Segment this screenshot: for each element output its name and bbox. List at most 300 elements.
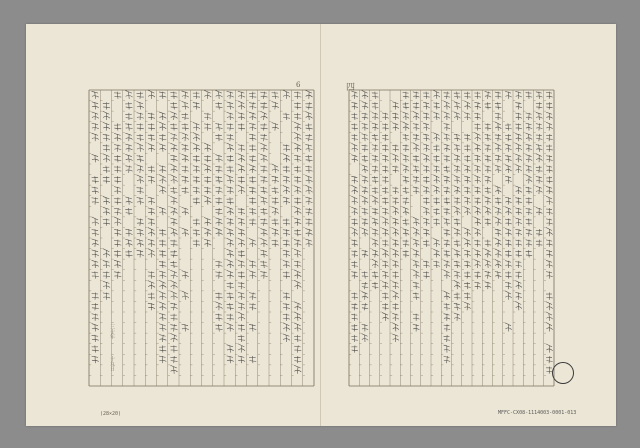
handwritten-character [495,260,502,268]
handwritten-character [536,229,543,236]
handwritten-character [423,134,430,141]
handwritten-character [215,155,222,163]
handwritten-character [413,155,420,162]
handwritten-character [362,90,369,98]
handwritten-character [464,165,471,173]
handwritten-character [372,113,379,120]
handwritten-character [170,196,177,204]
handwritten-character [148,219,155,226]
handwritten-character [193,143,200,151]
handwritten-character [392,197,399,204]
handwritten-character [215,324,222,331]
handwritten-character [170,187,177,194]
archive-id: MFFC-CX08-1114003-0001-013 [498,410,577,416]
handwritten-character [444,270,451,279]
handwritten-character [485,219,492,226]
handwritten-character [362,196,369,205]
handwritten-character [413,270,420,279]
handwritten-character [413,134,420,141]
handwritten-character [227,197,234,204]
handwritten-character [546,356,553,363]
handwritten-character [159,185,166,194]
handwritten-character [137,197,144,204]
handwritten-character [464,228,471,236]
handwritten-character [474,175,481,183]
handwritten-character [305,102,312,109]
handwritten-character [546,293,553,300]
handwritten-character [444,250,451,257]
handwritten-character [215,102,222,109]
handwritten-character [433,102,440,109]
handwritten-character [260,92,267,99]
handwritten-character [182,324,189,331]
handwritten-character [238,292,245,299]
handwritten-character [351,335,358,342]
handwritten-character [227,238,234,247]
handwritten-character [444,112,451,120]
handwritten-character [526,133,533,141]
handwritten-character [182,154,189,162]
handwritten-character [204,155,211,162]
handwritten-character [515,229,522,236]
handwritten-character [505,228,512,236]
handwritten-character [272,207,279,215]
handwritten-character [125,123,132,130]
handwritten-character [444,303,451,310]
handwritten-character [148,271,155,278]
handwritten-character [238,164,245,173]
handwritten-character [495,122,502,131]
handwritten-character [474,102,481,109]
handwritten-character [103,219,110,226]
handwritten-character [294,365,301,373]
handwritten-character [464,176,471,183]
handwritten-character [392,249,399,257]
handwritten-character [403,219,410,226]
handwritten-character [238,218,245,226]
handwritten-character [526,123,533,130]
handwritten-character [546,166,553,173]
handwritten-character [125,113,132,120]
handwritten-character [260,238,267,247]
handwritten-character [423,154,430,162]
handwritten-character [392,166,399,173]
handwritten-character [125,250,132,257]
handwritten-character [495,165,502,173]
handwritten-character [464,197,471,204]
handwritten-character [454,303,461,310]
handwritten-character [444,176,451,183]
handwritten-character [249,271,256,279]
handwritten-character [546,186,553,194]
handwritten-character [294,143,301,152]
handwritten-character [423,218,430,226]
handwritten-character [351,250,358,257]
handwritten-character [515,240,522,247]
page-number: 6 [296,81,301,89]
handwritten-character [546,196,553,204]
handwritten-character [182,176,189,183]
handwritten-character [193,155,200,162]
handwritten-character [137,134,144,141]
handwritten-character [137,239,144,247]
handwritten-character [294,356,301,363]
handwritten-character [515,292,522,299]
handwritten-character [526,250,533,257]
handwritten-character [148,293,155,300]
handwritten-character [485,249,492,258]
handwritten-character [474,217,481,226]
handwritten-character [474,271,481,278]
handwritten-character [392,227,399,236]
handwritten-character [444,260,451,268]
handwritten-character [283,166,290,173]
handwritten-character [215,176,222,183]
handwritten-character [260,102,267,109]
handwritten-character [114,217,121,226]
handwritten-character [193,187,200,194]
handwritten-character [92,303,99,310]
handwritten-character [114,229,121,236]
handwritten-character [526,229,533,236]
handwritten-character [464,155,471,162]
handwritten-character [125,154,132,162]
handwritten-character [159,250,166,257]
handwritten-character [148,303,155,310]
handwritten-character [159,112,166,120]
handwritten-character [159,144,166,152]
handwritten-character [114,133,121,141]
handwritten-character [114,144,121,151]
handwritten-character [103,293,110,300]
handwritten-character [382,282,389,290]
handwritten-character [92,154,99,162]
handwritten-character [444,197,451,204]
handwritten-character [283,260,290,268]
handwritten-character [215,166,222,173]
handwritten-character [92,217,99,226]
handwritten-character [305,175,312,183]
handwritten-character [148,239,155,247]
handwritten-character [515,281,522,290]
handwritten-character [227,228,234,236]
handwritten-character [392,113,399,120]
handwritten-character [92,293,99,300]
handwritten-character [382,313,389,321]
handwritten-character [546,322,553,331]
handwritten-character [272,197,279,204]
handwritten-character [382,113,389,120]
handwritten-character [305,90,312,99]
handwritten-character [362,271,369,278]
handwritten-character [272,102,279,110]
handwritten-character [351,324,358,331]
handwritten-character [392,271,399,278]
handwritten-character [433,90,440,99]
handwritten-character [193,229,200,236]
handwritten-character [249,261,256,268]
handwritten-character [92,324,99,332]
handwritten-character [260,187,267,194]
handwritten-character [505,197,512,204]
handwritten-character [125,144,132,152]
handwritten-character [526,240,533,247]
handwritten-character [159,166,166,173]
handwritten-character [283,176,290,183]
handwritten-character [485,207,492,216]
handwritten-character [505,123,512,130]
handwritten-character [515,218,522,226]
handwritten-character [227,123,234,130]
handwritten-character [92,187,99,194]
handwritten-character [283,186,290,194]
handwritten-character [382,134,389,141]
handwritten-character [505,291,512,300]
handwritten-character [238,238,245,247]
handwritten-character [454,271,461,278]
handwritten-character [215,228,222,236]
handwritten-character [485,123,492,130]
handwritten-character [454,206,461,215]
handwritten-character [249,155,256,162]
handwritten-character [283,154,290,163]
handwritten-character [137,229,144,236]
handwritten-character [238,145,245,152]
right-page-handwriting [351,90,552,374]
handwritten-character [283,90,290,99]
handwritten-character [485,240,492,247]
manuscript-sheet [26,24,616,426]
handwritten-character [148,143,155,151]
handwritten-character [238,154,245,163]
handwritten-character [182,291,189,300]
handwritten-character [114,271,121,278]
handwritten-character [170,345,177,352]
handwritten-character [362,187,369,194]
handwritten-character [103,271,110,278]
handwritten-character [372,196,379,205]
handwritten-character [495,271,502,278]
handwritten-character [382,123,389,130]
handwritten-character [260,197,267,205]
handwritten-character [454,145,461,152]
handwritten-character [125,197,132,205]
handwritten-character [351,196,358,204]
handwritten-character [215,134,222,141]
handwritten-character [227,134,234,141]
handwritten-character [260,228,267,236]
handwritten-character [294,335,301,342]
handwritten-character [546,134,553,141]
handwritten-character [114,197,121,204]
handwritten-character [215,90,222,99]
handwritten-character [546,112,553,120]
handwritten-character [403,134,410,141]
handwritten-character [148,249,155,258]
handwritten-character [433,112,440,120]
handwritten-character [423,166,430,173]
handwritten-character [170,261,177,268]
handwritten-character [170,155,177,162]
handwritten-character [170,250,177,257]
handwritten-character [454,240,461,247]
handwritten-character [403,165,410,173]
handwritten-character [392,145,399,152]
handwritten-character [227,314,234,321]
handwritten-character [283,314,290,321]
handwritten-character [159,261,166,268]
handwritten-character [103,102,110,109]
handwritten-character [362,155,369,162]
handwritten-character [372,282,379,289]
handwritten-character [546,155,553,162]
handwritten-character [403,229,410,237]
handwritten-character [294,176,301,183]
handwritten-character [485,166,492,173]
handwritten-character [159,240,166,247]
handwritten-character [444,314,451,321]
handwritten-character [495,143,502,152]
handwritten-character [495,217,502,226]
handwritten-character [182,187,189,194]
handwritten-character [495,134,502,141]
handwritten-character [485,197,492,205]
handwritten-character [464,207,471,215]
handwritten-character [372,102,379,109]
handwritten-character [351,185,358,194]
handwritten-character [148,123,155,130]
handwritten-character [114,123,121,130]
handwritten-character [249,92,256,99]
handwritten-character [159,122,166,131]
handwritten-character [546,176,553,183]
handwritten-character [474,250,481,258]
handwritten-character [403,92,410,99]
handwritten-character [362,176,369,184]
handwritten-character [485,187,492,194]
handwritten-character [515,165,522,173]
handwritten-character [444,356,451,363]
handwritten-character [351,123,358,130]
handwritten-character [526,155,533,163]
handwritten-character [193,122,200,130]
handwritten-character [137,175,144,184]
handwritten-character [495,92,502,99]
handwritten-character [294,302,301,311]
handwritten-character [305,197,312,205]
handwritten-character [204,187,211,194]
handwritten-character [159,280,166,289]
handwritten-character [227,293,234,300]
handwritten-character [148,90,155,99]
handwritten-character [148,197,155,204]
handwritten-character [515,208,522,215]
handwritten-character [464,134,471,141]
handwritten-character [515,123,522,130]
handwritten-character [433,249,440,257]
handwritten-character [92,260,99,268]
handwritten-character [474,165,481,173]
handwritten-character [444,229,451,236]
handwritten-character [238,261,245,268]
handwritten-character [536,102,543,109]
handwritten-character [249,238,256,246]
handwritten-character [103,166,110,173]
right-page-grid [349,90,554,386]
handwritten-character [227,112,234,120]
handwritten-character [249,356,256,363]
handwritten-character [433,219,440,226]
handwritten-character [215,302,222,311]
handwritten-character [114,92,121,99]
handwritten-character [382,176,389,183]
handwritten-character [546,302,553,311]
handwritten-character [433,155,440,162]
handwritten-character [372,166,379,173]
handwritten-character [170,133,177,141]
handwritten-character [444,166,451,173]
handwritten-character [546,271,553,278]
handwritten-character [433,145,440,152]
handwritten-character [249,197,256,204]
handwritten-character [238,282,245,289]
handwritten-character [454,219,461,226]
handwritten-character [351,102,358,109]
handwritten-character [305,219,312,226]
handwritten-character [170,92,177,99]
handwritten-character [526,208,533,215]
handwritten-character [238,185,245,194]
handwritten-character [546,92,553,99]
handwritten-character [305,144,312,151]
handwritten-character [305,185,312,194]
handwritten-character [103,249,110,258]
handwritten-character [215,208,222,215]
handwritten-character [474,132,481,141]
handwritten-character [413,217,420,226]
handwritten-character [362,123,369,130]
handwritten-character [170,280,177,289]
handwritten-character [474,92,481,99]
handwritten-character [372,250,379,258]
handwritten-character [403,155,410,163]
handwritten-character [249,187,256,194]
handwritten-character [454,250,461,258]
handwritten-character [444,240,451,247]
handwritten-character [382,293,389,300]
handwritten-character [392,303,399,310]
handwritten-character [159,92,166,99]
handwritten-character [474,228,481,236]
handwritten-character [260,166,267,173]
handwritten-character [413,282,420,289]
handwritten-character [546,122,553,130]
handwritten-character [454,92,461,99]
handwritten-character [227,155,234,162]
handwritten-character [444,335,451,342]
handwritten-character [433,197,440,204]
handwritten-character [495,249,502,258]
handwritten-character [137,165,144,173]
handwritten-character [249,102,256,109]
handwritten-character [433,175,440,184]
handwritten-character [182,133,189,141]
handwritten-character [294,229,301,236]
side-note-top: 三十年 [109,324,115,339]
handwritten-character [485,102,492,109]
handwritten-character [413,228,420,237]
handwritten-character [114,187,121,194]
